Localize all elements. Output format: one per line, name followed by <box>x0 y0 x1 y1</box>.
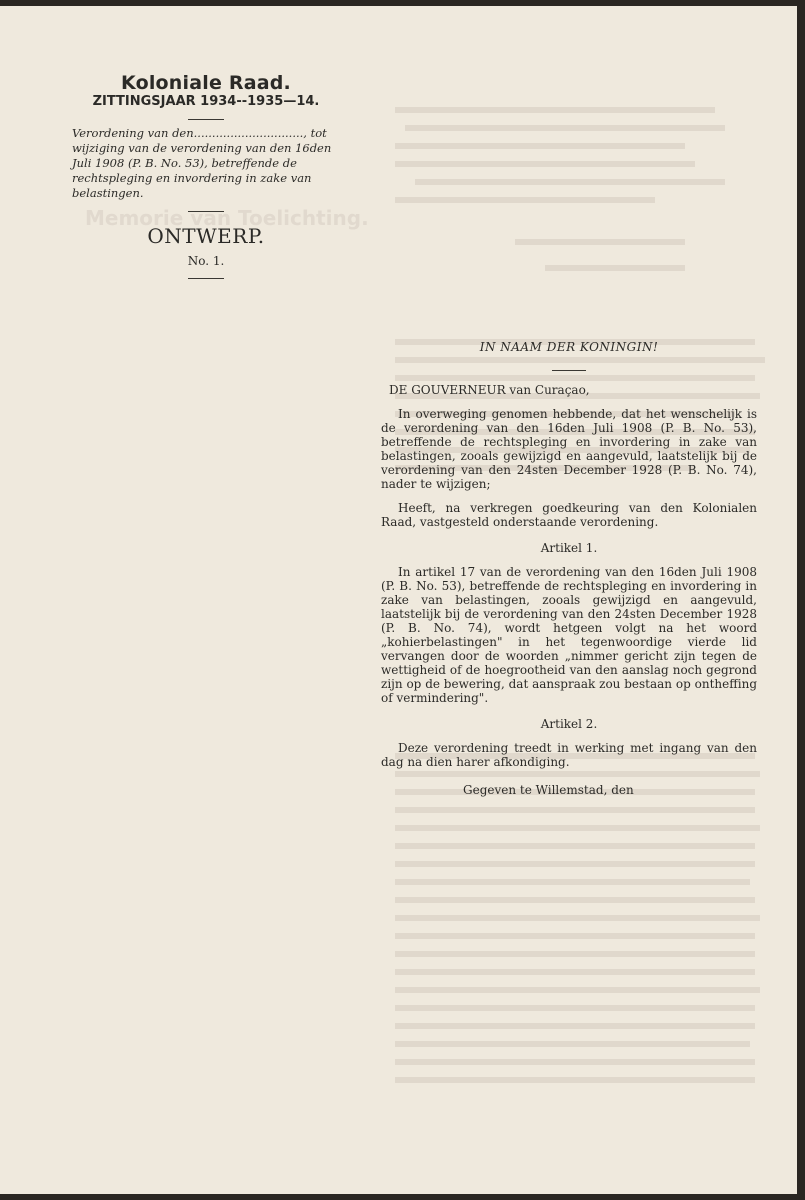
governor-line: DE GOUVERNEUR van Curaçao, <box>389 383 590 397</box>
article-2-text: Deze verordening treedt in werking met ingang van den dag na dien harer afkondiging. <box>381 741 757 769</box>
document-number: No. 1. <box>187 254 225 268</box>
divider <box>188 119 224 120</box>
preamble: IN NAAM DER KONINGIN! <box>479 340 659 354</box>
ordinance-body <box>381 340 757 797</box>
bleed-through-title: Memorie van Toelichting. <box>85 206 369 230</box>
enactment-paragraph: Heeft, na verkregen goedkeuring van den Kolonialen Raad, vastgesteld onderstaande verordening. <box>381 501 757 529</box>
article-1-text: In artikel 17 van de verordening van den 16den Juli 1908 (P. B. No. 53), betreffende de rechtspleging en invordering in zake van belastingen, zooals gewijzigd en aangevuld, laatstelijk bij de verordening van den 24sten December 1928 (P. B. No. 74), wordt hetgeen volgt na het woord „kohierbelastingen" in het tegenwoordige vierde lid vervangen door de woorden „nimmer gericht zijn tegen de wettigheid of de hoegrootheid van den aanslag noch gegrond zijn op de bewering, dat aanspraak zou bestaan op ontheffing of vermindering". <box>381 565 757 705</box>
article-1-heading: Artikel 1. <box>540 541 598 555</box>
article-2-heading: Artikel 2. <box>540 717 598 731</box>
document-page <box>0 6 797 1194</box>
divider <box>552 370 586 371</box>
divider <box>188 278 224 279</box>
considering-paragraph: In overweging genomen hebbende, dat het wenschelijk is de verordening van den 16den Juli 1908 (P. B. No. 53), betreffende de rechtspleging en invordering in zake van belastingen, zooals gewijzigd en aangevuld, laatstelijk bij de verordening van den 24sten December 1928 (P. B. No. 74), nader te wijzigen; <box>381 407 757 491</box>
document-header <box>72 70 340 283</box>
draft-label: ONTWERP. <box>147 224 265 248</box>
ordinance-summary: Verordening van den.............................., tot wijziging van de verordening van den 16den Juli 1908 (P. B. No. 53), betreffende de rechtspleging en invordering in zake van belastingen. <box>72 126 332 200</box>
divider <box>188 211 224 212</box>
session-year: ZITTINGSJAAR 1934--1935—14. <box>92 94 320 109</box>
council-title: Koloniale Raad. <box>121 72 291 94</box>
signoff-line: Gegeven te Willemstad, den <box>463 783 634 797</box>
scan-edge <box>797 0 805 1200</box>
